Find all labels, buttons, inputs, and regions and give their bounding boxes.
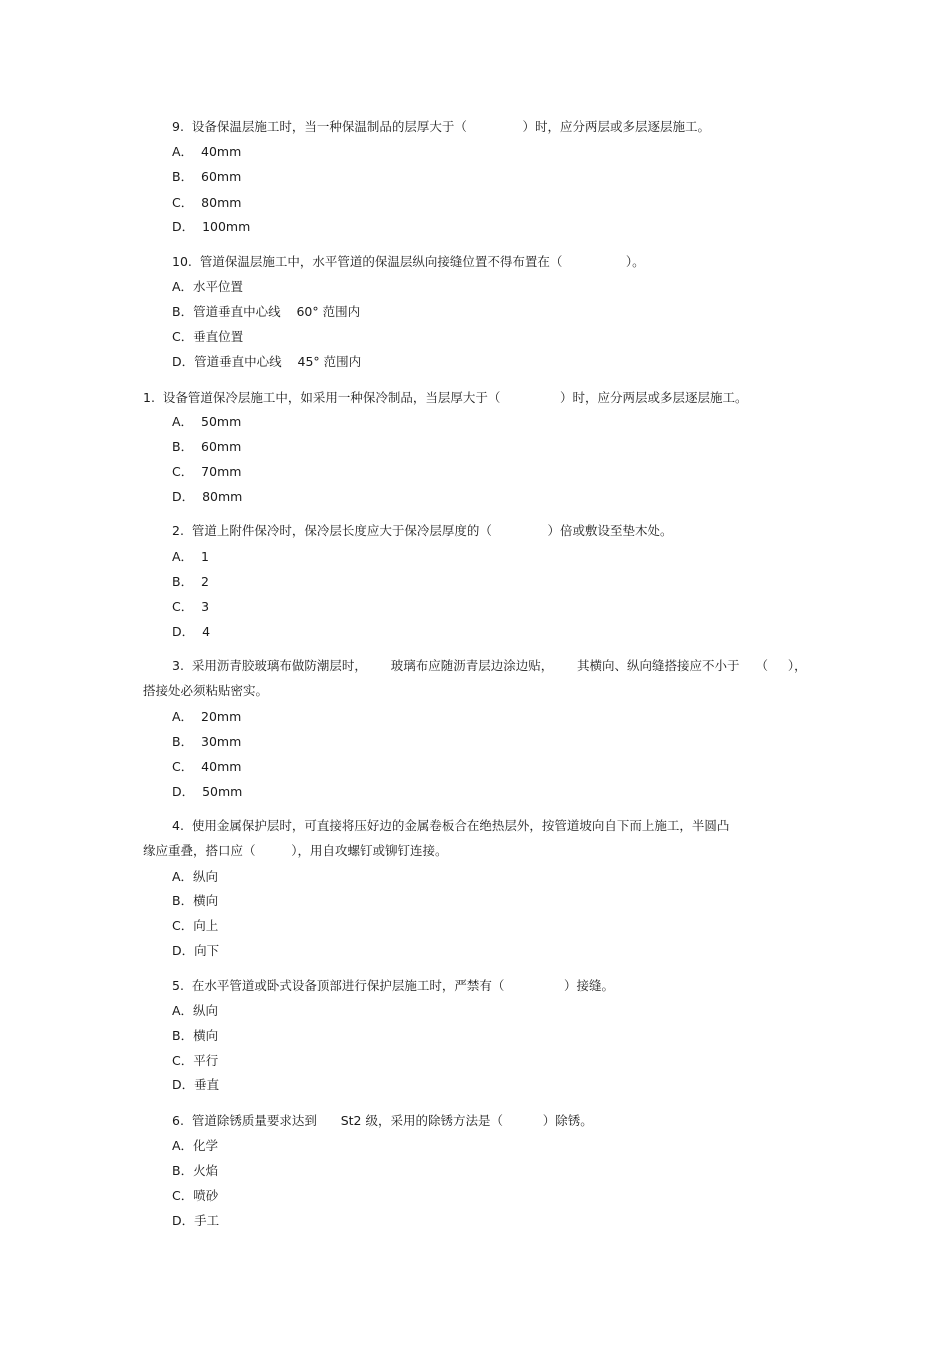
answer-option: D． 100mm xyxy=(172,219,251,234)
answer-option: A． 1 xyxy=(172,549,209,564)
answer-option: B．管道垂直中心线 60° 范围内 xyxy=(172,304,361,319)
answer-option: D． 50mm xyxy=(172,784,243,799)
answer-option: A．水平位置 xyxy=(172,279,244,294)
answer-option: D．管道垂直中心线 45° 范围内 xyxy=(172,354,362,369)
answer-option: B．横向 xyxy=(172,1028,219,1043)
answer-option: A．纵向 xyxy=(172,1003,219,1018)
answer-option: A．化学 xyxy=(172,1138,219,1153)
answer-option: D． 4 xyxy=(172,624,211,639)
answer-option: C．喷砂 xyxy=(172,1188,219,1203)
answer-option: B． 60mm xyxy=(172,439,242,454)
question-stem: 6. 管道除锈质量要求达到 St2 级，采用的除锈方法是（ ）除锈。 xyxy=(172,1113,593,1128)
answer-option: B．火焰 xyxy=(172,1163,219,1178)
answer-option: D．手工 xyxy=(172,1213,220,1228)
answer-option: B． 60mm xyxy=(172,169,242,184)
question-stem: 2. 管道上附件保冷时，保冷层长度应大于保冷层厚度的（ ）倍或敷设至垫木处。 xyxy=(172,523,673,538)
answer-option: C．垂直位置 xyxy=(172,329,244,344)
answer-option: C． 40mm xyxy=(172,759,242,774)
answer-option: C． 3 xyxy=(172,599,210,614)
answer-option: A． 20mm xyxy=(172,709,242,724)
answer-option: A． 40mm xyxy=(172,144,242,159)
answer-option: C． 70mm xyxy=(172,464,242,479)
question-stem: 1. 设备管道保冷层施工中，如采用一种保冷制品，当层厚大于（ ）时，应分两层或多层逐层施工。 xyxy=(143,390,748,405)
answer-option: D．向下 xyxy=(172,943,220,958)
answer-option: C．平行 xyxy=(172,1053,219,1068)
answer-option: C．向上 xyxy=(172,918,219,933)
question-stem: 4. 使用金属保护层时，可直接将压好边的金属卷板合在绝热层外，按管道坡向自下而上施工，半圆凸 xyxy=(172,818,730,833)
answer-option: B． 2 xyxy=(172,574,209,589)
answer-option: B． 30mm xyxy=(172,734,242,749)
answer-option: A．纵向 xyxy=(172,869,219,884)
question-stem: 10. 管道保温层施工中，水平管道的保温层纵向接缝位置不得布置在（ ）。 xyxy=(172,254,645,269)
question-stem: 9. 设备保温层施工时，当一种保温制品的层厚大于（ ）时，应分两层或多层逐层施工。 xyxy=(172,119,711,134)
question-stem-continued: 缘应重叠，搭口应（ ），用自攻螺钉或铆钉连接。 xyxy=(143,843,448,858)
question-stem: 5. 在水平管道或卧式设备顶部进行保护层施工时，严禁有（ ）接缝。 xyxy=(172,978,614,993)
answer-option: C． 80mm xyxy=(172,195,242,210)
answer-option: B．横向 xyxy=(172,893,219,908)
answer-option: D．垂直 xyxy=(172,1077,220,1092)
answer-option: D． 80mm xyxy=(172,489,243,504)
question-stem-continued: 搭接处必须粘贴密实。 xyxy=(143,683,269,698)
question-stem: 3. 采用沥青胶玻璃布做防潮层时， 玻璃布应随沥青层边涂边贴， 其横向、纵向缝搭接应不小于 （ ）， xyxy=(172,658,807,673)
answer-option: A． 50mm xyxy=(172,414,242,429)
